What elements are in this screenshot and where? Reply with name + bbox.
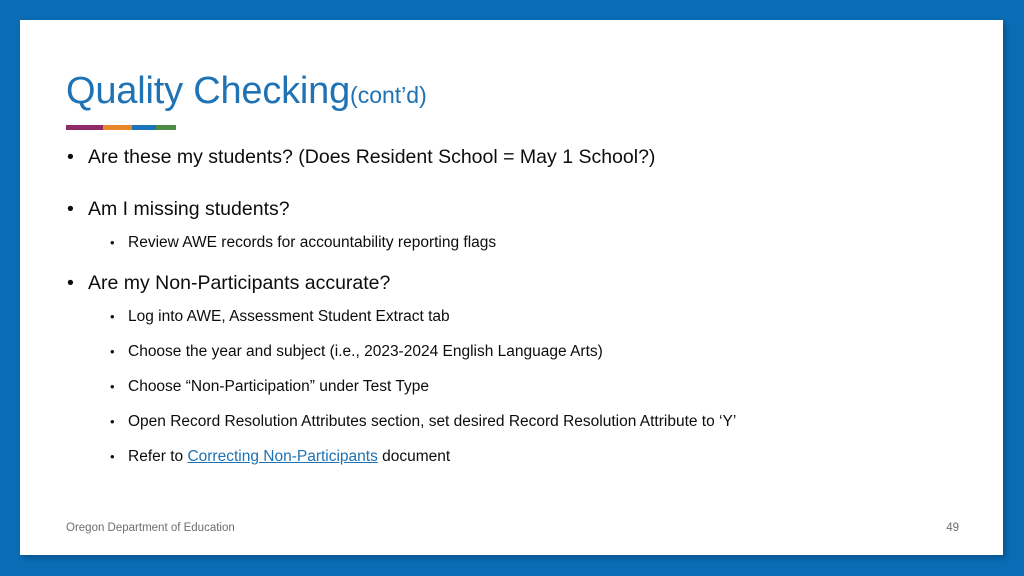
bullet-text: Am I missing students? xyxy=(88,198,290,220)
bullet-text: Are these my students? (Does Resident School = May 1 School?) xyxy=(88,146,656,168)
sub-bullet-text: Choose the year and subject (i.e., 2023-2024 English Language Arts) xyxy=(128,343,603,360)
bullet-item xyxy=(62,271,969,467)
bullet-text: Are my Non-Participants accurate? xyxy=(88,272,391,294)
sub-bullet-marker-icon: • xyxy=(110,344,115,359)
sub-bullet-text-suffix: document xyxy=(377,448,451,465)
page-title xyxy=(66,68,946,118)
title-accent-rule xyxy=(66,125,176,130)
sub-bullet-marker-icon: • xyxy=(110,449,115,464)
sub-bullet-item xyxy=(88,307,969,327)
slide-canvas xyxy=(20,20,1003,555)
bullet-list xyxy=(62,145,969,467)
bullet-marker-icon: • xyxy=(67,146,74,168)
sub-bullet-marker-icon: • xyxy=(110,235,115,250)
sub-bullet-item xyxy=(88,233,969,253)
title-block xyxy=(66,68,946,118)
accent-segment-orange xyxy=(103,125,132,130)
accent-segment-green xyxy=(156,125,176,130)
page-title-main: Quality Checking xyxy=(66,70,351,112)
sub-bullet-marker-icon: • xyxy=(110,379,115,394)
sub-bullet-item xyxy=(88,377,969,397)
sub-bullet-item-link xyxy=(88,447,969,467)
page-title-continued: (cont’d) xyxy=(350,82,427,108)
sub-bullet-text: Review AWE records for accountability reporting flags xyxy=(128,234,497,251)
sub-bullet-item xyxy=(88,412,969,432)
body-content xyxy=(62,145,969,485)
sub-bullet-text: Log into AWE, Assessment Student Extract tab xyxy=(128,308,450,325)
bullet-marker-icon: • xyxy=(67,272,74,294)
sub-bullet-text-prefix: Refer to xyxy=(128,448,188,465)
sub-bullet-item xyxy=(88,342,969,362)
sub-bullet-list xyxy=(88,307,969,467)
footer-page-number: 49 xyxy=(946,522,959,534)
bullet-item xyxy=(62,145,969,169)
correcting-non-participants-link[interactable]: Correcting Non-Participants xyxy=(187,448,378,465)
sub-bullet-marker-icon: • xyxy=(110,309,115,324)
bullet-item xyxy=(62,197,969,253)
sub-bullet-text: Choose “Non-Participation” under Test Type xyxy=(128,378,429,395)
sub-bullet-text: Open Record Resolution Attributes section, set desired Record Resolution Attribute to ‘Y’ xyxy=(128,413,737,430)
sub-bullet-marker-icon: • xyxy=(110,414,115,429)
bullet-marker-icon: • xyxy=(67,198,74,220)
accent-segment-blue xyxy=(132,125,156,130)
accent-segment-purple xyxy=(66,125,103,130)
footer-organization: Oregon Department of Education xyxy=(66,522,235,534)
sub-bullet-list xyxy=(88,233,969,253)
